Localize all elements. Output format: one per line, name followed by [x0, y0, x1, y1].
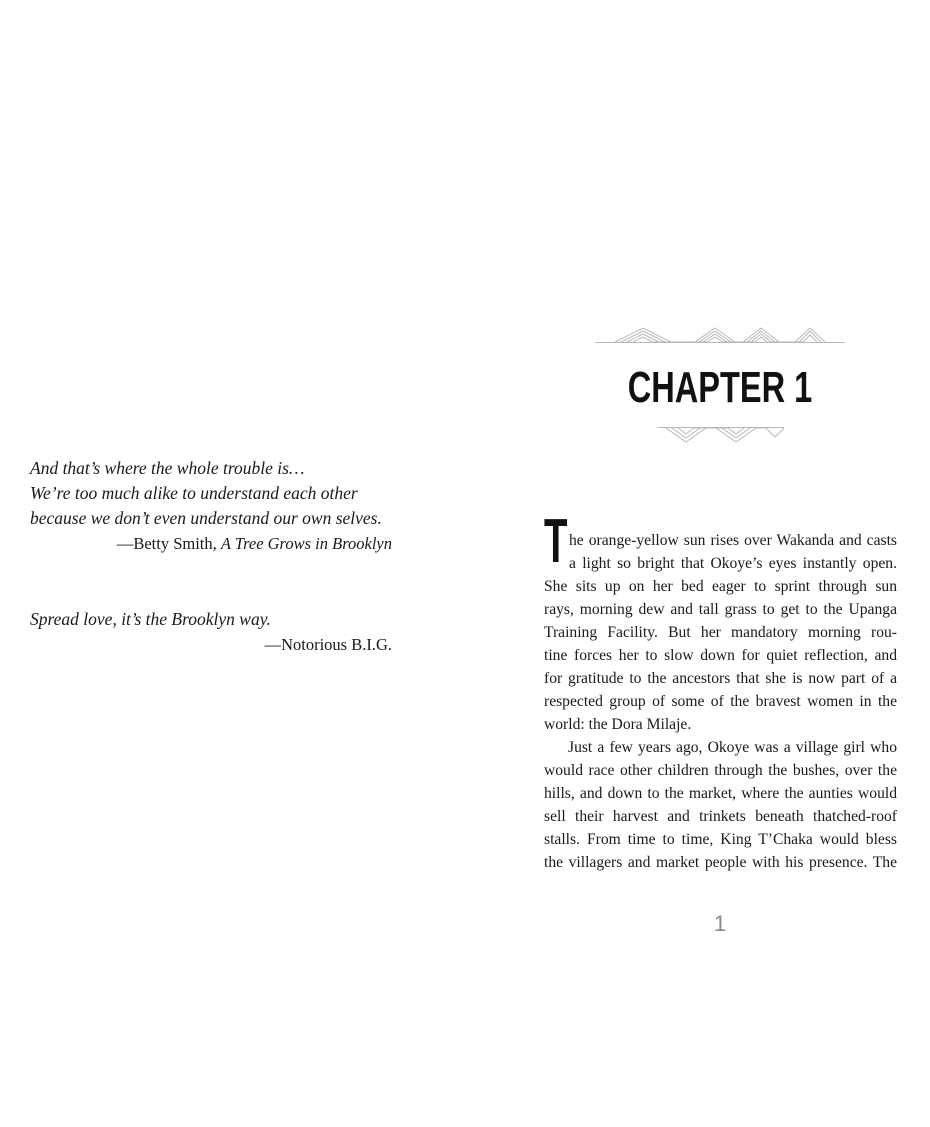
- text-line: She sits up on her bed eager to sprint through sun: [544, 578, 897, 595]
- text-line: sell their harvest and trinkets beneath thatched-roof: [544, 808, 897, 825]
- epigraph-line: because we don’t even understand our own selves.: [30, 508, 382, 528]
- text-line: would race other children through the bushes, over the: [544, 762, 897, 779]
- epigraph-notorious-big: [30, 607, 392, 657]
- text-line: hills, and down to the market, where the aunties would: [544, 785, 897, 802]
- epigraph-attribution: [30, 531, 392, 556]
- text-line: rays, morning dew and tall grass to get to the Upanga: [544, 601, 897, 618]
- epigraph-betty-smith: [30, 456, 392, 556]
- text-line: Training Facility. But her mandatory morning rou-: [544, 624, 897, 641]
- drop-cap: T: [544, 507, 568, 576]
- chapter-title: CHAPTER 1: [627, 363, 813, 412]
- page-number: 1: [713, 911, 727, 936]
- chapter-ornament-bottom: [658, 425, 784, 445]
- attribution-book-title: A Tree Grows in Brooklyn: [220, 534, 392, 553]
- text-line: a light so bright that Okoye’s eyes instantly open.: [569, 555, 897, 572]
- attribution-author: —Betty Smith,: [116, 534, 221, 553]
- text-line: tine forces her to slow down for quiet reflection, and: [544, 647, 897, 664]
- text-line: stalls. From time to time, King T’Chaka would bless: [544, 831, 897, 848]
- text-line: the villagers and market people with his presence. The: [544, 854, 897, 871]
- epigraph-attribution: —Notorious B.I.G.: [264, 635, 392, 654]
- text-line: Just a few years ago, Okoye was a village girl who: [568, 739, 897, 756]
- chapter-body-text: [544, 529, 897, 874]
- chapter-ornament-top: [595, 325, 845, 345]
- text-line: for gratitude to the ancestors that she is now part of a: [544, 670, 897, 687]
- epigraph-line: We’re too much alike to understand each other: [30, 483, 358, 503]
- text-line: world: the Dora Milaje.: [544, 716, 692, 733]
- text-line: respected group of some of the bravest women in the: [544, 693, 897, 710]
- epigraph-line: Spread love, it’s the Brooklyn way.: [30, 609, 271, 629]
- text-line: he orange-yellow sun rises over Wakanda and casts: [569, 532, 897, 549]
- epigraph-line: And that’s where the whole trouble is…: [30, 458, 305, 478]
